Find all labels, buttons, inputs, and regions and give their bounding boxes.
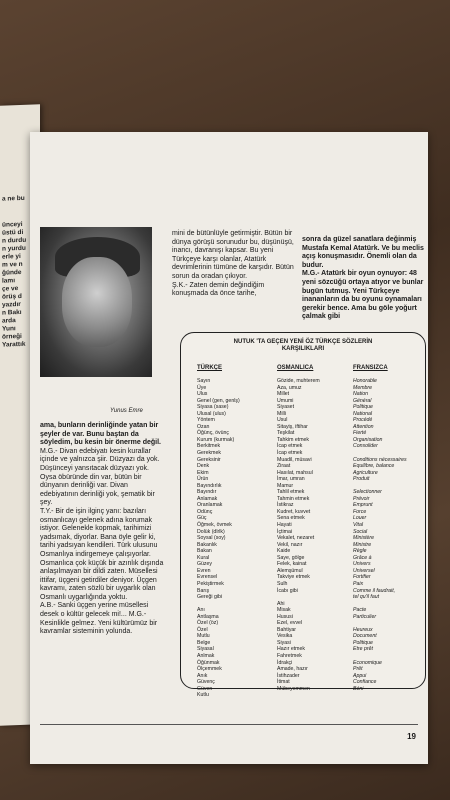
table-cell: Honorable [353,378,377,384]
table-cell: Etre prêt [353,646,373,653]
table-cell: Güzey [197,561,212,568]
table-cell: Öğünç, övünç [197,430,230,437]
table-cell: Antlaşma [197,613,219,620]
table-cell: Anı [197,607,205,614]
table-cell: Politique [353,404,373,411]
table-cell: Univers [353,561,371,568]
table-cell: Bakanlık [197,541,217,548]
table-cell: Anlamak [197,495,218,502]
table-cell: Ahi [277,600,285,607]
table-cell: Siyasa (sase) [197,404,229,411]
table-cell: Hasılat, mahsul [277,469,313,476]
table-cell: Teşkilat [277,430,295,437]
table-cell: Ulusal (ulus) [197,410,226,417]
table-cell: Güç [197,515,207,522]
left-fragment: a ne bu [2,194,25,203]
column-header-turkish: TÜRKÇE [197,365,222,371]
table-cell: İdrakçi [277,659,293,666]
table-cell: Pacte [353,607,367,614]
left-fragment: üstü di [2,228,24,237]
table-cell: Tahkim etmek [277,436,309,443]
table-cell: Kaide [277,548,291,555]
table-cell: Güven [197,685,213,692]
table-cell: Amade, hazır [277,666,308,673]
table-cell: Produit [353,476,370,483]
table-cell: Takviye etmek [277,574,310,581]
portrait-photo [40,227,152,377]
french-words [353,378,407,692]
left-fragment: çe ve [2,285,19,293]
table-cell: Emprunt [353,502,373,509]
table-cell: Louer [353,515,367,522]
table-cell: Fahretmek [277,652,302,659]
paragraph: mini de bütünlüyle getirmiştir. Bütün bir dünya görüşü sorunudur bu, düşünüşü, inancı, davranışı kapsar. Bu yeni Türkçeye karşı olanlar, Atatürk devrimlerinin tümüne de karşıdır. Bütün sorun da oradan çıkıyor. [172,230,294,280]
left-fragment: lamı [2,277,16,285]
table-cell: Prêt [353,666,363,673]
table-cell: Felek, kainat [277,561,307,568]
table-cell: Agriculture [353,469,378,476]
table-cell: Aza, umuz [277,384,302,391]
table-cell: Fortifier [353,574,371,581]
left-fragment: ünceyi [2,220,23,229]
table-cell: Vekalet, nezaret [277,535,315,542]
left-fragment: örneği [2,332,22,341]
table-cell: Grâce à [353,554,372,561]
table-cell: Öğünmak [197,659,220,666]
left-fragment: ğünde [2,268,22,277]
table-cell: Document [353,633,377,640]
left-fragment: n yurdu [2,244,26,253]
table-cell: Millet [277,391,290,398]
left-fragment: n Bakı [2,308,22,317]
right-column [302,236,424,322]
footer-rule [40,724,418,725]
table-cell: Fierté [353,430,367,437]
table-cell: Confiance [353,679,377,686]
paragraph: Ş.K.- Zaten demin değindiğim konuşmada da önce tarihe, [172,281,265,298]
table-cell: Gereği gibi [197,594,223,601]
table-cell: Nation [353,391,368,398]
left-fragment: arda [2,317,16,325]
table-cell: Gerekmek [197,450,221,457]
table-cell: Genel (gen, genlş) [197,397,240,404]
table-cell: Ölçemmek [197,666,222,673]
table-cell: Particulier [353,613,377,620]
table-cell: İstihzader [277,672,300,679]
table-cell: Heureux [353,626,373,633]
middle-column [172,230,296,299]
table-cell: Odünç [197,508,213,515]
table-cell: tel qu'il faut [353,594,380,601]
table-cell: Ministère [353,535,375,542]
table-cell: Mübeyemmen [277,685,310,692]
left-fragment: örüş d [2,292,22,301]
table-cell: Usul [277,417,288,424]
left-fragment: Yarattık [2,340,26,349]
table-cell: Appui [353,672,367,679]
table-cell: Milli [277,410,286,417]
table-cell: Ziraat [277,463,291,470]
magazine-page [30,132,428,764]
table-cell: İcap etmek [277,443,303,450]
table-cell: Gözide, muhterem [277,378,320,384]
table-cell: Social [353,528,368,535]
table-cell: Ozan [197,423,210,430]
table-cell: Özel (öz) [197,620,219,627]
left-fragment: n durdu [2,236,27,245]
table-cell: Comme il faudrait, [353,587,396,594]
table-cell: Ulus [197,391,208,398]
table-cell: Belge [197,639,211,646]
table-cell: Umumi [277,397,294,404]
column-header-french: FRANSIZCA [353,365,388,371]
table-title: NUTUK 'TA GEÇEN YENİ ÖZ TÜRKÇE SÖZLERİN KARŞILIKLARI [233,339,373,352]
table-cell: İtimat [277,679,290,686]
table-cell: Pekiştirmek [197,580,224,587]
table-cell: Kural [197,554,210,561]
table-cell: Kurum (kurmak) [197,436,235,443]
ottoman-words [277,378,320,692]
table-cell: Universel [353,567,375,574]
table-cell: Barış [197,587,210,594]
table-cell: Güvenç [197,679,215,686]
table-cell: İçtimai [277,528,292,535]
table-cell: Alemşümul [277,567,303,574]
table-cell: Gereksinir [197,456,221,463]
table-cell: Tahlil etmek [277,489,305,496]
table-cell: Anlmak [197,652,215,659]
table-cell: İcap etmek [277,450,303,457]
table-cell: Membre [353,384,373,391]
paragraph: M.G.- Divan edebiyatı kesin kurallar içinde ve yalnızca şiir. Düzyazı da yok. Düşünceyi yansıtacak düzyazı yok. Oysa öbüründe din var, bütün bir dünyanın derinliği var. Divan edebiyatının derinliği yok, şematik bir şey. [40,447,160,507]
paragraph: T.Y.- Bir de işin ilginç yanı: bazıları osmanlıcayı gelenek adına korumak istiyor. Gelenekle kopmak, tarihimizi yadsımak, diyorlar. Bana öyle gelir ki, tarihi yadsıyan kendileri. Türk ulusunu Osmanlıya indirgemeye çalışıyorlar. Osmanlıca çok küçük bir azınlık dışında anlaşılmayan bir dildi zaten. Müsellesi ittifar, üçgeni getirdiler deniyor. Üçgen kavramı, zaten sözlü bir uygarlık olan Osmanlı uygarlığında yoktu. [40,507,164,601]
table-cell: Economique [353,659,382,666]
left-fragment: Yunı [2,325,16,333]
table-cell: Béni [353,685,364,692]
table-cell: Denk [197,463,210,470]
table-cell: Prévoir [353,495,370,502]
table-cell: Siyasal [197,646,214,653]
table-cell: Ministre [353,541,372,548]
paragraph: sonra da güzel sanatlara değinmiş Mustafa Kemal Atatürk. Ve bu meclis açış konuşmasıdır. Önemli olan da budur. [302,236,424,269]
table-cell: Özel [197,626,208,633]
table-cell: Vesika [277,633,293,640]
table-cell: Yöntem [197,417,215,424]
table-cell: Hususi [277,613,293,620]
column-header-ottoman: OSMANLICA [277,365,314,371]
table-cell: Equilibre, balance [353,463,395,470]
table-cell: Ürün [197,476,209,483]
table-cell: Oranlamak [197,502,223,509]
paragraph: ama, bunların derinliğinde yatan bir şeyler de var. Bunu baştan da söyledim, bu kesin bir önerme değil. [40,422,161,447]
table-cell: Dolük (dlrlk) [197,528,225,535]
turkish-words [197,378,240,699]
table-cell: Procédé [353,417,373,424]
vocabulary-table [180,332,426,699]
table-cell: Hazır etmek [277,646,305,653]
table-cell: Evrensel [197,574,218,581]
paragraph: M.G.- Atatürk bir oyun oynuyor: 48 yeni sözcüğü ortaya atıyor ve bunlar bugün tutmuş. Yeni Türkçeye inananların da bu oyunu oynamaları gerekir bence. Ama bu göle yoğurt çalmak gibi [302,270,424,321]
table-cell: Règle [353,548,367,555]
table-cell: İmar, umran [277,476,305,483]
table-cell: Bayındırlık [197,482,222,489]
table-cell: Siyaset [277,404,295,411]
table-cell: Anık [197,672,208,679]
left-fragment: m ve n [2,260,23,269]
page-number: 19 [407,732,416,741]
table-cell: Misak [277,607,291,614]
table-cell: Sitayiş, iftihar [277,423,308,430]
table-cell: Vital [353,522,363,529]
table-cell: Bahtiyar [277,626,297,633]
table-cell: Force [353,508,367,515]
table-cell: Attention [353,423,374,430]
table-cell: Öğmek, övmek [197,522,232,529]
left-fragment: yazdır [2,300,21,309]
table-cell: Mutlu [197,633,210,640]
table-cell: Ezel, evvel [277,620,303,627]
table-cell: Üye [197,384,207,391]
left-column [40,422,165,637]
table-cell: Paix [353,580,364,587]
table-cell: Conditions nécessaires [353,456,407,463]
table-cell: Muadil, müsavi [277,456,312,463]
table-cell: Mamur [277,482,294,489]
table-cell: İstikraz [277,502,294,509]
table-cell: Sena etmek [277,515,305,522]
table-cell: Soysal (soy) [197,535,226,542]
table-cell: Bayındır [197,489,217,496]
table-cell: Hayati [277,522,292,529]
table-cell: Saye, gölge [277,554,305,561]
table-cell: National [353,410,373,417]
table-cell: Général [353,397,372,404]
table-cell: Organisation [353,436,383,443]
paragraph: A.B.- Sanki üçgen yerine müsellesi desek o kültür gelecek mi!... M.G.- Kesinlikle gelmez. Yeni kültürümüz bir kavramlar sisteminin yolunda. [40,602,158,636]
table-cell: Selectionner [353,489,382,496]
table-cell: Kudret, kuvvet [277,508,311,515]
table-cell: Berkitmek [197,443,221,450]
table-cell: Consolider [353,443,378,450]
table-cell: Ekim [197,469,209,476]
photo-caption: Yunus Emre [110,408,143,414]
table-cell: Sulh [277,580,288,587]
left-fragment: erle yi [2,252,21,261]
table-cell: Tahmin etmek [277,495,310,502]
table-cell: İcabı gibi [277,587,298,594]
table-cell: Bakan [197,548,212,555]
table-cell: Sayın [197,378,211,384]
table-cell: Evren [197,567,211,574]
table-cell: Kutlu [197,692,209,699]
table-cell: Politique [353,639,373,646]
table-cell: Siyasi [277,639,291,646]
table-cell: Vekil, nazır [277,541,303,548]
